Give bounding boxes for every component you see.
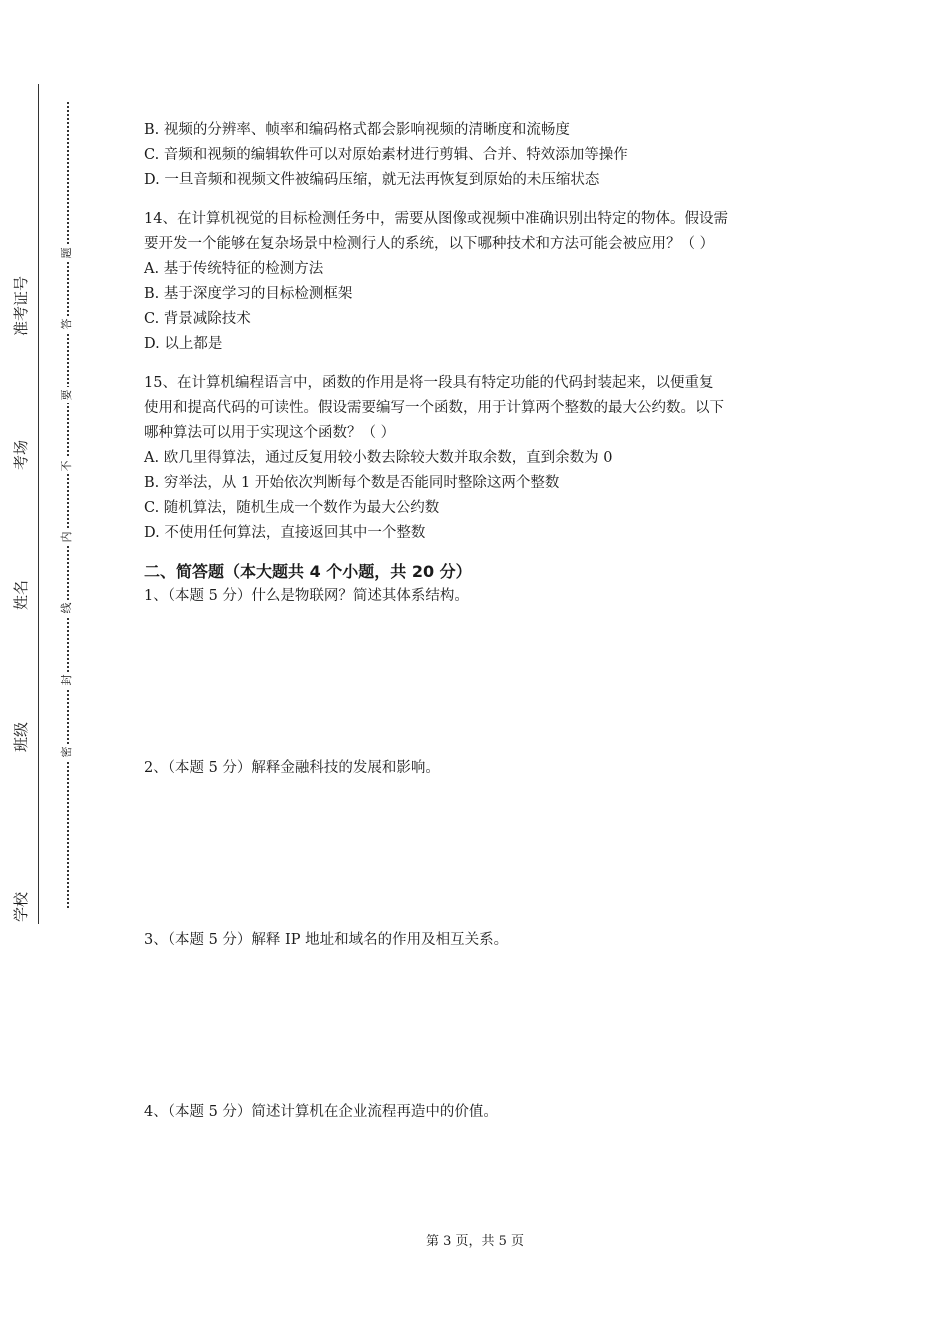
q14-option-d: D. 以上都是 — [144, 336, 223, 352]
short-answer-question-text: 3、（本题 5 分）解释 IP 地址和域名的作用及相互关系。 — [144, 932, 509, 948]
q15-stem-line: 哪种算法可以用于实现这个函数？（ ） — [144, 425, 396, 441]
q14-stem-line: 要开发一个能够在复杂场景中检测行人的系统，以下哪种技术和方法可能会被应用？（ ） — [144, 236, 715, 252]
binding-solid-line — [38, 84, 39, 924]
label-class: 班级 — [12, 721, 30, 752]
q14-stem-line: 14、在计算机视觉的目标检测任务中，需要从图像或视频中准确识别出特定的物体。假设需 — [144, 211, 728, 227]
short-answer-question-text: 2、（本题 5 分）解释金融科技的发展和影响。 — [144, 760, 440, 776]
dotted-char: 要 — [60, 387, 76, 403]
binding-margin — [0, 0, 110, 1344]
label-school: 学校 — [12, 891, 30, 922]
q15-stem-line: 15、在计算机编程语言中，函数的作用是将一段具有特定功能的代码封装起来，以便重复 — [144, 375, 714, 391]
short-answer-question-1 — [144, 584, 812, 756]
q13-option-d: D. 一旦音频和视频文件被编码压缩，就无法再恢复到原始的未压缩状态 — [144, 172, 600, 188]
q15-option-a: A. 欧几里得算法，通过反复用较小数去除较大数并取余数，直到余数为 0 — [144, 450, 613, 466]
dotted-char: 内 — [60, 529, 76, 545]
dotted-char: 封 — [60, 672, 76, 688]
dotted-char: 不 — [60, 458, 76, 474]
short-answer-question-3 — [144, 928, 812, 1100]
q15-option-c: C. 随机算法，随机生成一个数作为最大公约数 — [144, 500, 440, 516]
q15-option-b: B. 穷举法，从 1 开始依次判断每个数是否能同时整除这两个整数 — [144, 475, 560, 491]
q15-option-d: D. 不使用任何算法，直接返回其中一个整数 — [144, 525, 426, 541]
short-answer-question-2 — [144, 756, 812, 928]
q14-option-b: B. 基于深度学习的目标检测框架 — [144, 286, 353, 302]
q13-option-b: B. 视频的分辨率、帧率和编码格式都会影响视频的清晰度和流畅度 — [144, 122, 570, 138]
dotted-char: 题 — [60, 245, 76, 261]
dotted-char: 线 — [60, 600, 76, 616]
label-exam-room: 考场 — [12, 439, 30, 470]
short-answer-question-text: 4、（本题 5 分）简述计算机在企业流程再造中的价值。 — [144, 1104, 498, 1120]
binding-dotted-line — [67, 102, 69, 908]
q13-option-c: C. 音频和视频的编辑软件可以对原始素材进行剪辑、合并、特效添加等操作 — [144, 147, 628, 163]
q14-option-c: C. 背景减除技术 — [144, 311, 251, 327]
q15-stem-line: 使用和提高代码的可读性。假设需要编写一个函数，用于计算两个整数的最大公约数。以下 — [144, 400, 724, 416]
label-exam-number: 准考证号 — [12, 275, 30, 336]
dotted-char: 答 — [60, 316, 76, 332]
q14-option-a: A. 基于传统特征的检测方法 — [144, 261, 324, 277]
short-answer-question-text: 1、（本题 5 分）什么是物联网？简述其体系结构。 — [144, 588, 469, 604]
page-content — [144, 118, 812, 1272]
dotted-char: 密 — [60, 744, 76, 760]
page-footer: 第 3 页，共 5 页 — [425, 1234, 525, 1249]
label-name: 姓名 — [12, 579, 30, 610]
section-title-short-answer: 二、简答题（本大题共 4 个小题，共 20 分） — [144, 562, 472, 581]
